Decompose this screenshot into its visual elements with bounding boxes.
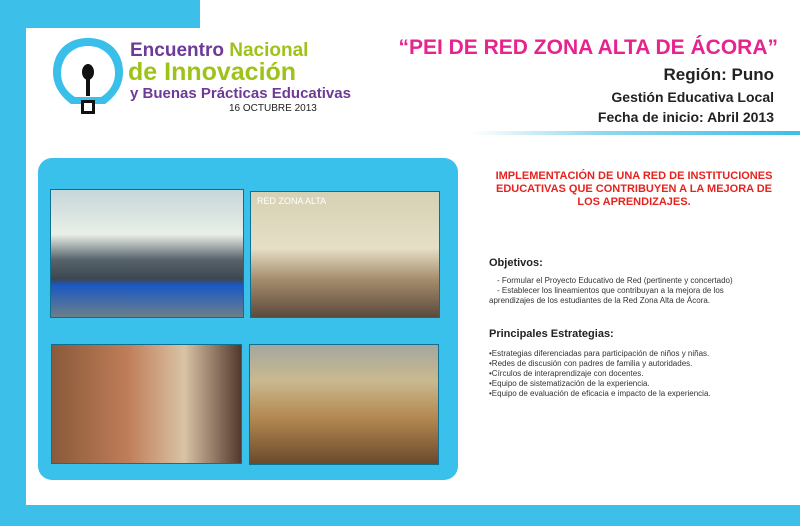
objetivo-item: - Formular el Proyecto Educativo de Red (pertinente y concertado) — [497, 276, 733, 285]
estrategia-item: •Equipo de sistematización de la experiencia. — [489, 379, 650, 388]
estrategias-heading: Principales Estrategias: — [489, 328, 614, 340]
top-cyan-bar — [0, 0, 200, 28]
project-heading: IMPLEMENTACIÓN DE UNA RED DE INSTITUCIONES EDUCATIVAS QUE CONTRIBUYEN A LA MEJORA DE LOS APRENDIZAJES. — [495, 170, 773, 208]
gestion-label: Gestión Educativa Local — [611, 89, 774, 105]
estrategia-item: •Equipo de evaluación de eficacia e impacto de la experiencia. — [489, 389, 711, 398]
logo-word-nacional: Nacional — [229, 40, 309, 61]
photo-signing — [51, 344, 242, 464]
estrategias-list — [489, 349, 789, 399]
left-cyan-bar — [0, 0, 26, 526]
start-date-label: Fecha de inicio: Abril 2013 — [597, 109, 774, 125]
objetivo-item: - Establecer los lineamientos que contribuyan a la mejora de los — [497, 286, 724, 295]
logo-title-line2: de Innovación — [128, 58, 297, 86]
objetivos-list — [489, 276, 789, 306]
logo-word-encuentro: Encuentro — [130, 40, 224, 61]
estrategia-item: •Redes de discusión con padres de familia y autoridades. — [489, 359, 693, 368]
photo-classroom — [249, 344, 439, 465]
logo-date: 16 OCTUBRE 2013 — [229, 103, 317, 114]
objetivo-item: aprendizajes de los estudiantes de la Red Zona Alta de Ácora. — [489, 296, 711, 305]
header-divider — [472, 131, 800, 135]
estrategia-item: •Círculos de interaprendizaje con docentes. — [489, 369, 644, 378]
logo-title-line3: y Buenas Prácticas Educativas — [130, 85, 351, 102]
bottom-cyan-bar — [0, 505, 800, 526]
photo-meeting-banner — [250, 191, 440, 318]
photo-banner-text: RED ZONA ALTA — [257, 196, 327, 206]
lightbulb-icon — [47, 34, 129, 120]
objetivos-heading: Objetivos: — [489, 257, 543, 269]
estrategia-item: •Estrategias diferenciadas para participación de niños y niñas. — [489, 349, 710, 358]
project-title: “PEI DE RED ZONA ALTA DE ÁCORA” — [398, 36, 778, 59]
photo-group-event — [50, 189, 244, 318]
region-label: Región: Puno — [663, 65, 774, 84]
